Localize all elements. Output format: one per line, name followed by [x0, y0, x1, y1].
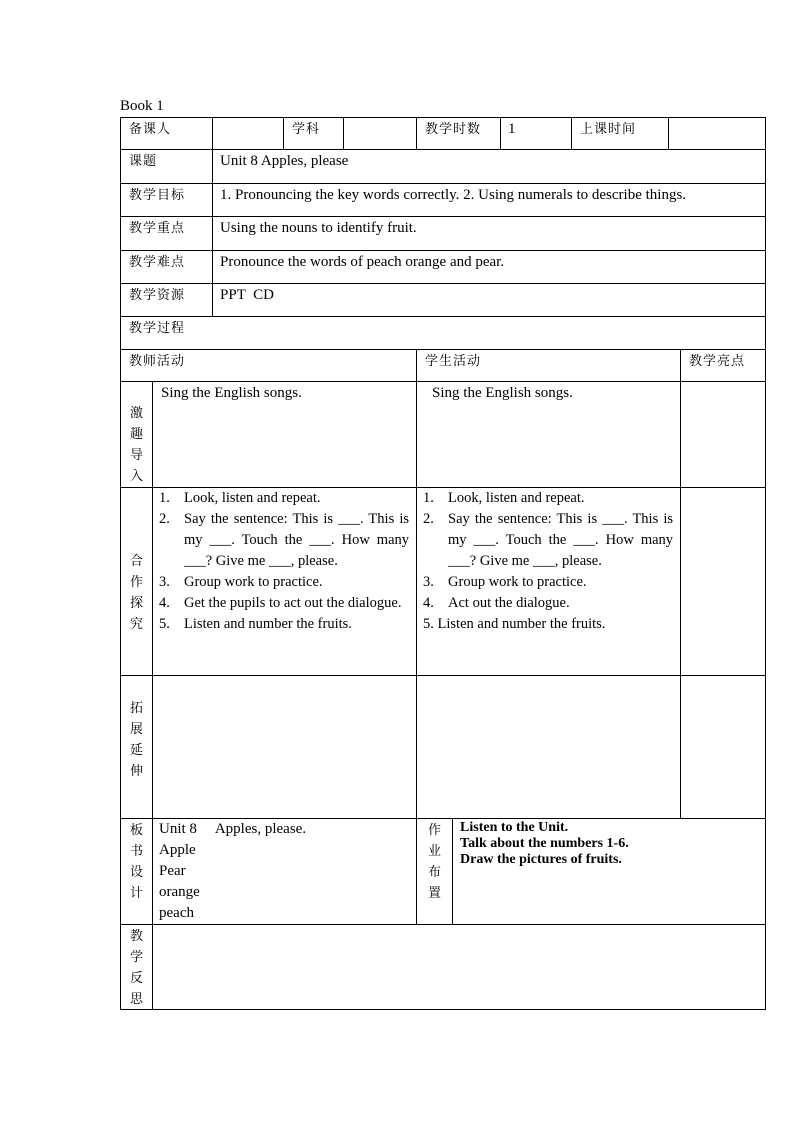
cooperation-student-cell [417, 488, 681, 676]
item-number: 4. [159, 595, 170, 611]
item-number: 1. [423, 490, 434, 506]
board-label: 板书设计 [129, 822, 143, 900]
resources-value: PPT CD [220, 287, 274, 303]
extension-row [121, 676, 766, 819]
student-note: 5. Listen and number the fruits. [423, 616, 606, 632]
item-text: Group work to practice. [448, 574, 587, 590]
list-item [423, 572, 673, 593]
info-label-cell [121, 251, 213, 284]
info-row-topic [121, 150, 766, 184]
resources-label: 教学资源 [129, 287, 186, 302]
topic-value: Unit 8 Apples, please [220, 153, 349, 169]
objectives-value: 1. Pronouncing the key words correctly. 2. Using numerals to describe things. [220, 187, 687, 203]
info-label-cell [121, 184, 213, 217]
warm-up-student-cell [417, 382, 681, 488]
info-row-resources [121, 284, 766, 317]
item-number: 2. [159, 511, 170, 527]
subject-value-cell [344, 118, 417, 150]
class-time-value-cell [669, 118, 766, 150]
board-content-cell [153, 819, 417, 925]
key-points-label: 教学重点 [129, 220, 186, 235]
item-number: 4. [423, 595, 434, 611]
info-label-cell [121, 217, 213, 251]
cooperation-highlight-cell [681, 488, 766, 676]
cooperation-row [121, 488, 766, 676]
homework-line: Draw the pictures of fruits. [460, 852, 622, 867]
key-points-value: Using the nouns to identify fruit. [220, 220, 417, 236]
extension-highlight-cell [681, 676, 766, 819]
process-title-cell [121, 317, 766, 350]
warm-up-highlight-cell [681, 382, 766, 488]
hours-value-cell [501, 118, 572, 150]
preparer-value-cell [213, 118, 284, 150]
board-word: peach [159, 905, 194, 921]
reflection-label-cell [121, 925, 153, 1010]
book-title: Book 1 [120, 98, 164, 114]
lesson-plan-table [120, 117, 766, 1010]
item-text: Say the sentence: This is ___. This is my ___. Touch the ___. How many ___? Give me ___, please. [184, 511, 410, 569]
highlight-header: 教学亮点 [689, 353, 746, 368]
teacher-activity-list [153, 488, 416, 635]
warm-up-student-text: Sing the English songs. [432, 385, 573, 401]
item-text: Listen and number the fruits. [184, 616, 352, 632]
info-value-cell [213, 217, 766, 251]
process-header-row [121, 350, 766, 382]
hours-label: 教学时数 [425, 121, 482, 136]
list-item [423, 488, 673, 509]
item-text: Say the sentence: This is ___. This is my ___. Touch the ___. How many ___? Give me ___, please. [448, 511, 674, 569]
info-row-difficulties [121, 251, 766, 284]
student-header-cell [417, 350, 681, 382]
class-time-label-cell [572, 118, 669, 150]
preparer-label-cell [121, 118, 213, 150]
hours-value: 1 [508, 121, 516, 137]
warm-up-teacher-text: Sing the English songs. [161, 385, 302, 401]
item-number: 5. [159, 616, 170, 632]
list-item [159, 572, 409, 593]
info-value-cell [213, 150, 766, 184]
list-item [159, 509, 409, 572]
board-title: Unit 8 Apples, please. [159, 821, 307, 837]
extension-student-cell [417, 676, 681, 819]
warm-up-label-cell [121, 382, 153, 488]
extension-label: 拓展延伸 [129, 700, 143, 778]
extension-label-cell [121, 676, 153, 819]
difficulties-value: Pronounce the words of peach orange and pear. [220, 254, 505, 270]
meta-row [121, 118, 766, 150]
info-label-cell [121, 150, 213, 184]
info-row-key-points [121, 217, 766, 251]
homework-label: 作业布置 [428, 822, 442, 900]
student-activity-header: 学生活动 [425, 353, 482, 368]
subject-label: 学科 [292, 121, 321, 136]
homework-line: Talk about the numbers 1-6. [460, 836, 629, 851]
reflection-row [121, 925, 766, 1010]
student-activity-list [417, 488, 680, 614]
item-text: Group work to practice. [184, 574, 323, 590]
board-label-cell [121, 819, 153, 925]
item-text: Look, listen and repeat. [184, 490, 321, 506]
list-item [159, 614, 409, 635]
item-text: Get the pupils to act out the dialogue. [184, 595, 402, 611]
class-time-label: 上课时间 [580, 121, 637, 136]
warm-up-label: 激趣导入 [129, 405, 143, 483]
list-item [159, 593, 409, 614]
teacher-activity-header: 教师活动 [129, 353, 186, 368]
preparer-label: 备课人 [129, 121, 172, 136]
process-title: 教学过程 [129, 320, 186, 335]
list-item [423, 593, 673, 614]
process-title-row [121, 317, 766, 350]
highlight-header-cell [681, 350, 766, 382]
cooperation-label: 合作探究 [129, 553, 143, 631]
item-text: Look, listen and repeat. [448, 490, 585, 506]
cooperation-teacher-cell [153, 488, 417, 676]
board-word: Apple [159, 842, 196, 858]
board-word: Pear [159, 863, 186, 879]
info-row-objectives [121, 184, 766, 217]
cooperation-label-cell [121, 488, 153, 676]
item-number: 3. [159, 574, 170, 590]
topic-label: 课题 [129, 153, 158, 168]
info-label-cell [121, 284, 213, 317]
hours-label-cell [417, 118, 501, 150]
subject-label-cell [284, 118, 344, 150]
difficulties-label: 教学难点 [129, 254, 186, 269]
teacher-header-cell [121, 350, 417, 382]
info-value-cell [213, 184, 766, 217]
warm-up-row [121, 382, 766, 488]
item-number: 2. [423, 511, 434, 527]
item-text: Act out the dialogue. [448, 595, 570, 611]
homework-line: Listen to the Unit. [460, 820, 569, 835]
board-homework-row [121, 819, 766, 925]
info-value-cell [213, 251, 766, 284]
board-word: orange [159, 884, 200, 900]
homework-label-cell [417, 819, 453, 925]
extension-teacher-cell [153, 676, 417, 819]
list-item [159, 488, 409, 509]
list-item [423, 509, 673, 572]
reflection-label: 教学反思 [129, 928, 143, 1006]
homework-content-cell [453, 819, 766, 925]
info-value-cell [213, 284, 766, 317]
item-number: 3. [423, 574, 434, 590]
objectives-label: 教学目标 [129, 187, 186, 202]
item-number: 1. [159, 490, 170, 506]
reflection-content-cell [153, 925, 766, 1010]
warm-up-teacher-cell [153, 382, 417, 488]
